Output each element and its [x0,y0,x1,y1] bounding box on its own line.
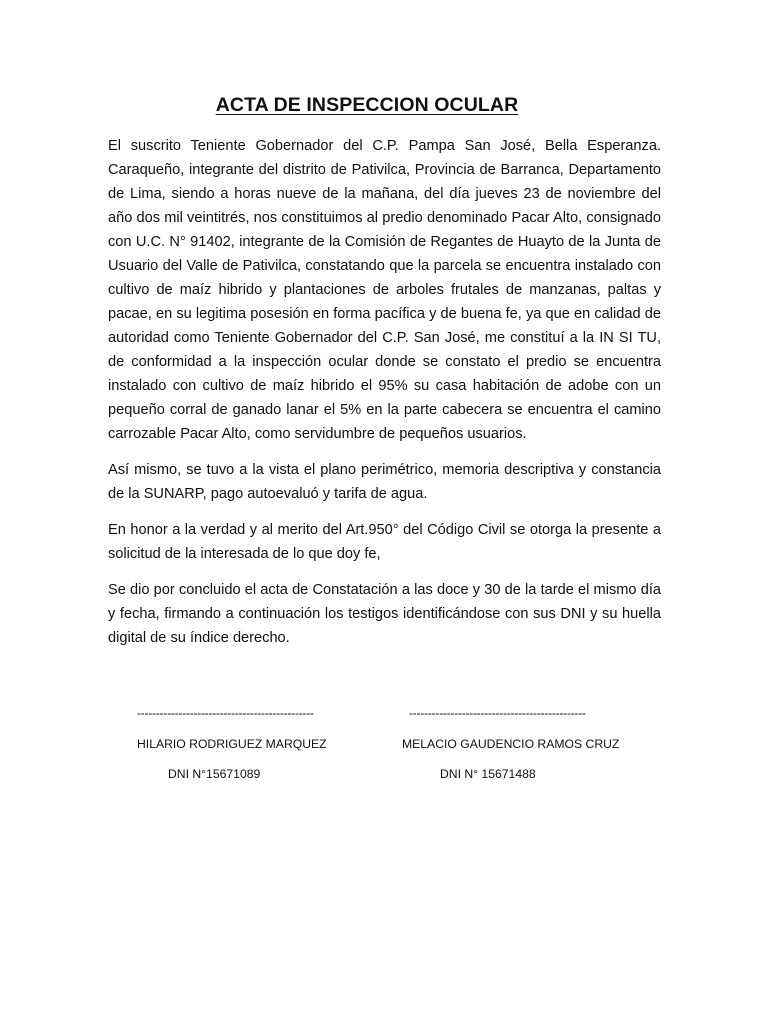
signatory-dni-2: DNI N° 15671488 [440,767,536,781]
paragraph-documents-reviewed: Así mismo, se tuvo a la vista el plano perimétrico, memoria descriptiva y constancia de la SUNARP, pago autoevaluó y tarifa de agua. [108,462,661,502]
signature-line-2: ----------------------------------------------- [409,706,586,720]
signatory-dni-1: DNI N°15671089 [168,767,261,781]
signatory-name-1: HILARIO RODRIGUEZ MARQUEZ [137,737,327,751]
document-body [108,134,661,662]
paragraph-inspection-details: El suscrito Teniente Gobernador del C.P. Pampa San José, Bella Esperanza. Caraqueño, integrante del distrito de Pativilca, Provincia de Barranca, Departamento de Lima, siendo a horas nueve de la mañana, del día jueves 23 de noviembre del año dos mil veintitrés, nos constituimos al predio denominado Pacar Alto, consignado con U.C. N° 91402, integrante de la Comisión de Regantes de Huayto de la Junta de Usuario del Valle de Pativilca, constatando que la parcela se encuentra instalado con cultivo de maíz hibrido y plantaciones de arboles frutales de manzanas, paltas y pacae, en su legitima posesión en forma pacífica y de buena fe, ya que en calidad de autoridad como Teniente Gobernador del C.P. San José, me constituí a la IN SI TU, de conformidad a la inspección ocular donde se constato el predio se encuentra instalado con cultivo de maíz hibrido el 95% su casa habitación de adobe con un pequeño corral de ganado lanar el 5% en la parte cabecera se encuentra el camino carrozable Pacar Alto, como servidumbre de pequeños usuarios. [108,138,661,442]
signature-line-1: ----------------------------------------------- [137,706,314,720]
paragraph-legal-basis: En honor a la verdad y al merito del Art.950° del Código Civil se otorga la presente a solicitud de la interesada de lo que doy fe, [108,522,661,562]
signatory-name-2: MELACIO GAUDENCIO RAMOS CRUZ [402,737,620,751]
paragraph-conclusion: Se dio por concluido el acta de Constatación a las doce y 30 de la tarde el mismo día y fecha, firmando a continuación los testigos identificándose con sus DNI y su huella digital de su índice derecho. [108,582,661,646]
document-title: ACTA DE INSPECCION OCULAR [215,94,519,116]
